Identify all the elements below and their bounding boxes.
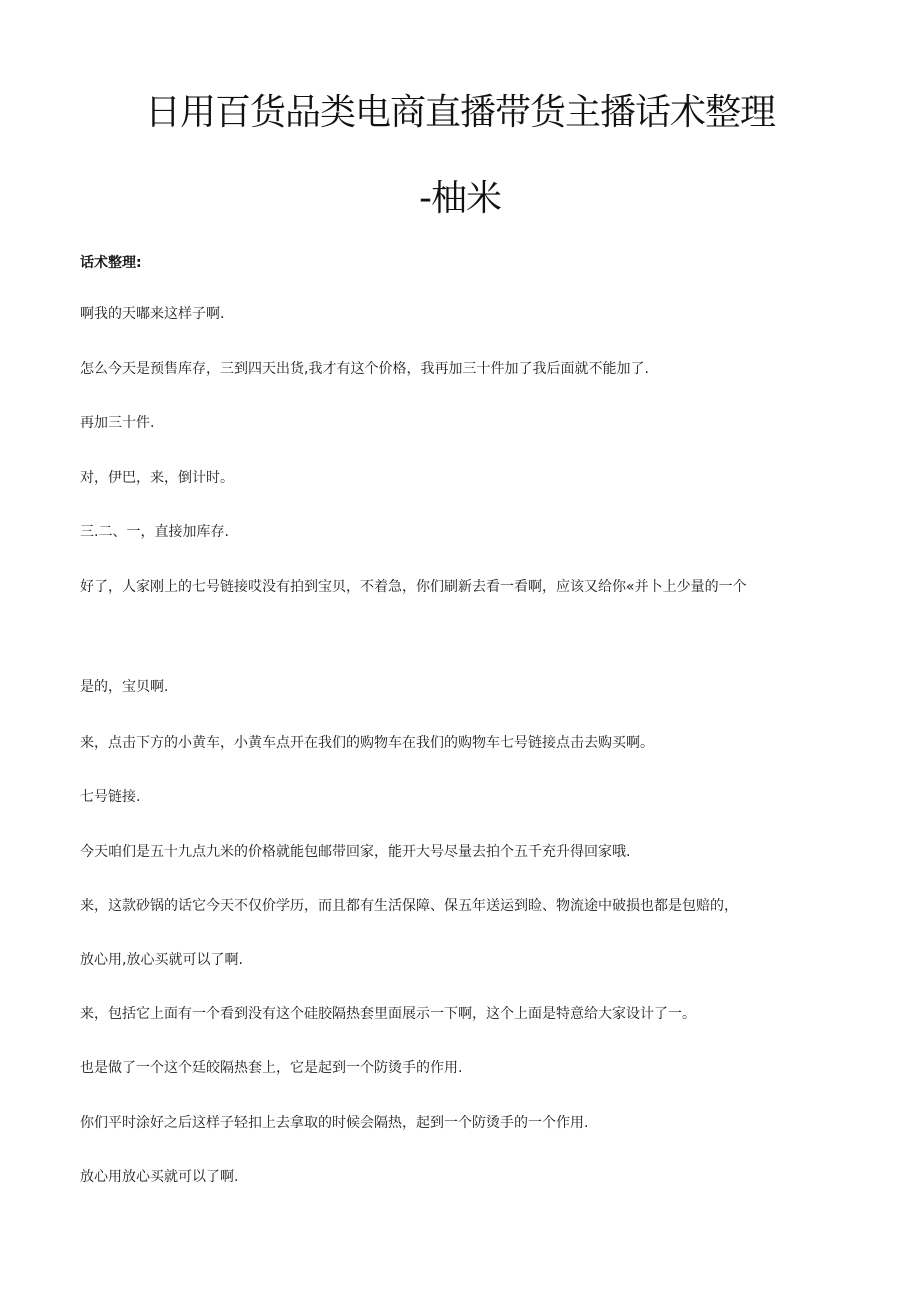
script-line: 三.二、一，直接加库存. bbox=[80, 524, 229, 540]
document-title: 日用百货品类电商直播带货主播话术整理 bbox=[144, 92, 775, 133]
script-line: 啊我的天嘟来这样子啊. bbox=[80, 306, 225, 322]
script-line: 再加三十件. bbox=[80, 415, 155, 431]
script-line: 是的，宝贝啊. bbox=[80, 679, 169, 695]
document-subtitle: -柚米 bbox=[419, 178, 501, 219]
script-line: 对，伊巴，来，倒计时。 bbox=[80, 470, 234, 486]
script-line: 放心用,放心买就可以了啊. bbox=[80, 952, 243, 968]
script-line: 怎么今天是预售库存，三到四天出货,我才有这个价格，我再加三十件加了我后面就不能加了. bbox=[80, 361, 649, 377]
script-line: 来，点击下方的小黄车，小黄车点开在我们的购物车在我们的购物车七号链接点击去购买啊。 bbox=[80, 735, 654, 751]
script-line: 也是做了一个这个廷皎隔热套上，它是起到一个防烫手的作用. bbox=[80, 1060, 463, 1076]
script-line: 来，包括它上面有一个看到没有这个硅胶隔热套里面展示一下啊，这个上面是特意给大家设计了一。 bbox=[80, 1006, 696, 1022]
section-label: 话术整理: bbox=[80, 255, 142, 271]
script-line: 七号链接. bbox=[80, 789, 141, 805]
script-line: 你们平时涂好之后这样子轻扣上去拿取的时候会隔热，起到一个防烫手的一个作用. bbox=[80, 1115, 589, 1131]
script-line: 来，这款砂锅的话它今天不仅价学历，而且都有生活保障、保五年送运到睑、物流途中破损也都是包赔的， bbox=[80, 898, 738, 914]
script-line: 今天咱们是五十九点九米的价格就能包邮带回家，能开大号尽量去拍个五千充升得回家哦. bbox=[80, 844, 631, 860]
script-line: 好了，人家刚上的七号链接哎没有拍到宝贝，不着急，你们刷新去看一看啊，应该又给你«并卜上少量的一个 bbox=[80, 579, 747, 595]
script-line: 放心用放心买就可以了啊. bbox=[80, 1169, 239, 1185]
